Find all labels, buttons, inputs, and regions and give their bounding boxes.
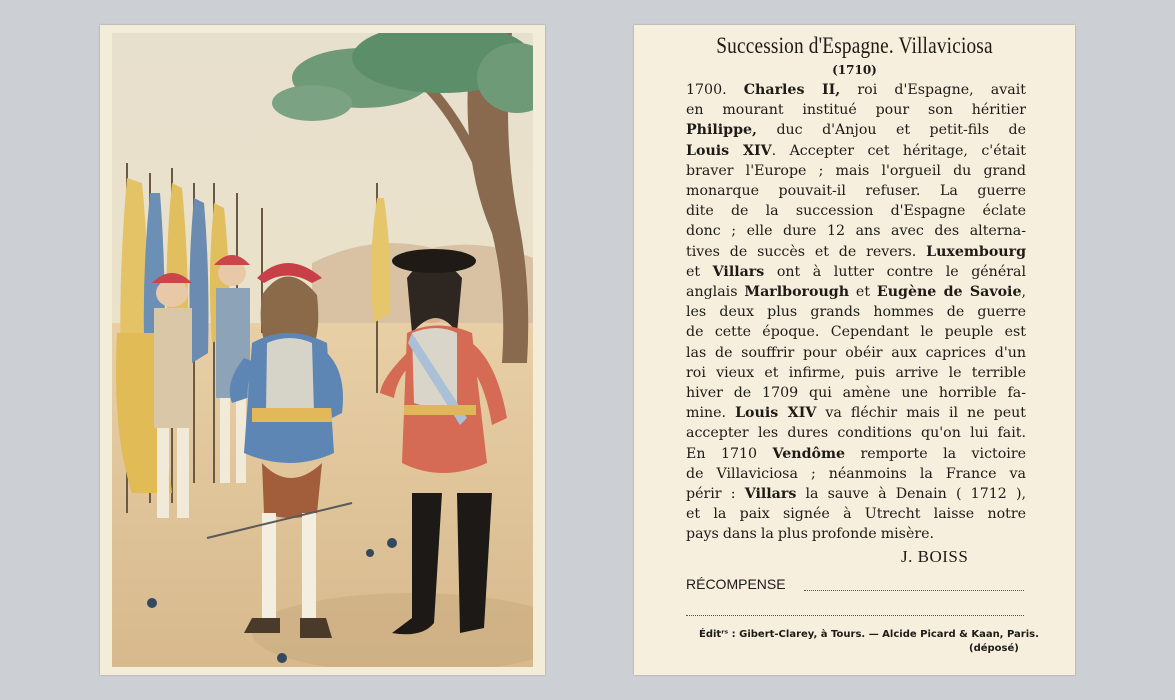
text-line: Louis XIV. Accepter cet héritage, c'était xyxy=(686,142,1026,159)
emphasized-name: Philippe, xyxy=(686,122,757,139)
emphasized-name: Eugène de Savoie xyxy=(876,284,1022,301)
text-line: braver l'Europe ; mais l'orgueil du grand xyxy=(686,162,1026,179)
text-line: Philippe, duc d'Anjou et petit-fils de xyxy=(686,122,1026,139)
text-line: donc ; elle dure 12 ans avec des alterna- xyxy=(686,223,1026,240)
text-line: périr : Villars la sauve à Denain ( 1712 ), xyxy=(686,486,1026,503)
text-line: les deux plus grands hommes de guerre xyxy=(686,304,1026,321)
emphasized-name: Charles II, xyxy=(743,82,841,98)
author-signature: J. BOISS xyxy=(901,547,969,566)
text-line: tives de succès et de revers. Luxembourg xyxy=(686,243,1026,260)
card-title: Succession d'Espagne. Villaviciosa xyxy=(716,33,993,58)
text-line: de Villaviciosa ; néanmoins la France va xyxy=(686,465,1026,482)
text-line: pays dans la plus profonde misère. xyxy=(686,526,935,543)
emphasized-name: Marlborough xyxy=(744,284,850,301)
deposit-mark: (déposé) xyxy=(969,643,1019,654)
emphasized-name: Villars xyxy=(712,263,765,280)
text-line: En 1710 Vendôme remporte la victoire xyxy=(686,445,1027,462)
text-line: et la paix signée à Utrecht laisse notre xyxy=(686,506,1026,523)
illustration-card xyxy=(100,25,545,675)
publisher-credit: Éditʳˢ : Gibert-Clarey, à Tours. — Alcide Picard & Kaan, Paris. xyxy=(699,629,1039,640)
emphasized-name: Villars xyxy=(744,486,797,503)
text-line: anglais Marlborough et Eugène de Savoie, xyxy=(686,284,1026,301)
recompense-dotted-line xyxy=(804,590,1024,591)
battle-scene-illustration xyxy=(112,33,533,667)
text-line: 1700. Charles II, roi d'Espagne, avait xyxy=(686,82,1026,98)
emphasized-name: Vendôme xyxy=(772,445,846,462)
recompense-label: RÉCOMPENSE xyxy=(686,576,786,592)
text-line: monarque pouvait-il refuser. La guerre xyxy=(686,183,1026,200)
text-card xyxy=(634,25,1075,675)
text-line: dite de la succession d'Espagne éclate xyxy=(686,203,1026,220)
text-line: accepter les dures conditions qu'on lui fait. xyxy=(686,425,1026,442)
emphasized-name: Louis XIV xyxy=(735,405,817,422)
text-line: las de souffrir pour obéir aux caprices d'un xyxy=(686,344,1026,361)
text-line: mine. Louis XIV va fléchir mais il ne peut xyxy=(686,405,1026,422)
text-line: hiver de 1709 qui amène une horrible fa- xyxy=(686,385,1026,402)
text-line: et Villars ont à lutter contre le général xyxy=(686,263,1026,280)
text-line: roi vieux et infirme, puis arrive le terrible xyxy=(686,364,1026,381)
card-year: (1710) xyxy=(832,63,877,77)
dotted-divider xyxy=(686,615,1024,616)
text-line: de cette époque. Cependant le peuple est xyxy=(686,324,1026,341)
emphasized-name: Louis XIV xyxy=(686,142,772,159)
emphasized-name: Luxembourg xyxy=(926,243,1026,260)
text-line: en mourant institué pour son héritier xyxy=(686,102,1026,119)
historical-text xyxy=(686,80,1026,545)
